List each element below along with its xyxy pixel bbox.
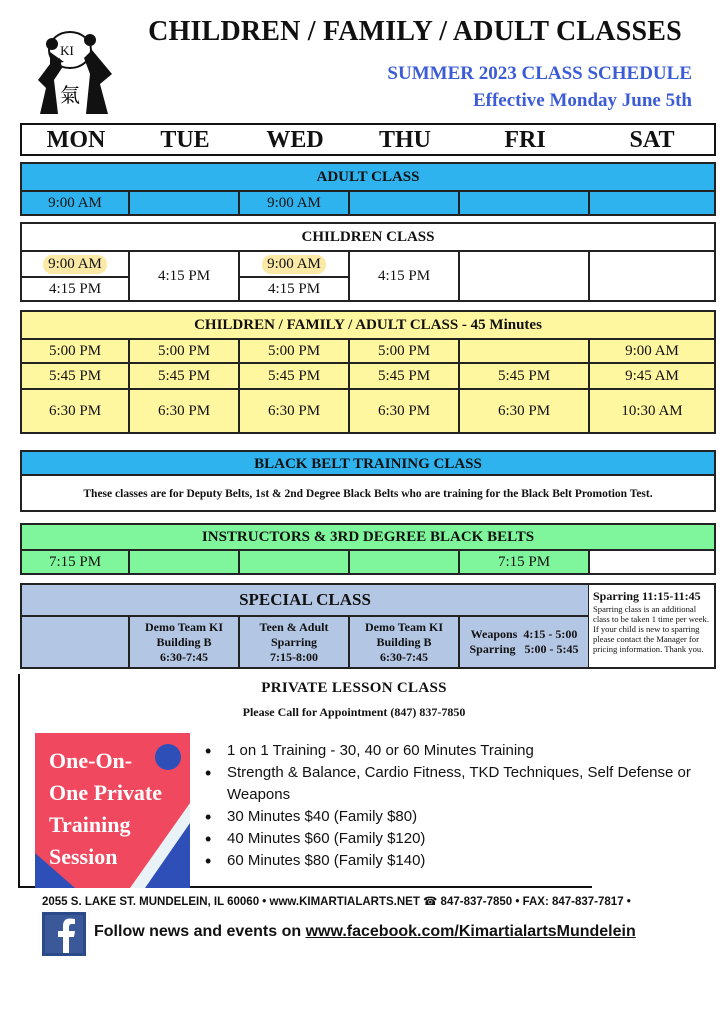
children-mon-am [22,250,130,276]
promo-line-3: Training [49,812,131,837]
children-wed-pm: 4:15 PM [240,276,350,300]
family-r2-mon: 5:45 PM [22,362,130,388]
instructors-tue [130,549,240,573]
private-call: Please Call for Appointment (847) 837-7850 [242,705,466,719]
adult-fri [460,190,590,214]
day-mon: MON [46,127,106,153]
special-mon [22,615,130,667]
special-thu [350,615,460,667]
family-r2-tue: 5:45 PM [130,362,240,388]
children-wed-am [240,250,350,276]
day-fri: FRI [504,127,546,153]
children-sat [590,250,714,300]
family-r2-fri: 5:45 PM [460,362,590,388]
adult-tue [130,190,240,214]
day-wed: WED [266,127,324,153]
special-wed-line1: Teen & Adult [259,619,329,634]
instructors-sat [590,549,714,573]
adult-wed: 9:00 AM [240,190,350,214]
ki-logo [20,22,116,118]
private-heading: PRIVATE LESSON CLASS [261,680,447,696]
effective-date: Effective Monday June 5th [472,90,692,111]
family-r3-wed: 6:30 PM [240,388,350,432]
adult-class-heading: ADULT CLASS [316,169,420,185]
children-thu: 4:15 PM [350,250,460,300]
day-tue: TUE [160,127,210,153]
bullet-item: • 30 Minutes $40 (Family $80) [205,806,695,828]
bullet-item: • 40 Minutes $60 (Family $120) [205,828,695,850]
days-header [20,123,716,156]
special-sat-title: Sparring 11:15-11:45 [593,589,701,603]
special-thu-line1: Demo Team KI [365,619,443,634]
instructors-wed [240,549,350,573]
family-r1-sat: 9:00 AM [590,338,714,362]
facebook-follow [94,923,636,941]
page-title: CHILDREN / FAMILY / ADULT CLASSES [148,16,682,47]
special-thu-line3: 6:30-7:45 [380,649,428,664]
private-training-promo [35,733,190,888]
family-r3-mon: 6:30 PM [22,388,130,432]
facebook-link[interactable]: www.facebook.com/KimartialartsMundelein [305,923,636,940]
bullet-item: • 1 on 1 Training - 30, 40 or 60 Minutes Training [205,740,695,762]
special-thu-line2: Building B [376,634,432,649]
adult-mon: 9:00 AM [22,190,130,214]
instructors-fri: 7:15 PM [460,549,590,573]
special-sat-note: Sparring class is an additional class to be taken 1 time per week. If your child is new to sparring please contact the Manager for pricing information. Thank you. [593,604,709,654]
special-tue-line3: 6:30-7:45 [160,649,208,664]
family-r1-wed: 5:00 PM [240,338,350,362]
day-sat: SAT [629,127,675,153]
schedule-subtitle: SUMMER 2023 CLASS SCHEDULE [387,63,692,84]
special-tue-line2: Building B [156,634,212,649]
family-r3-tue: 6:30 PM [130,388,240,432]
family-r2-sat: 9:45 AM [590,362,714,388]
special-tue [130,615,240,667]
family-class-heading: CHILDREN / FAMILY / ADULT CLASS - 45 Minutes [194,317,542,333]
private-bullets [205,740,695,872]
instructors-mon: 7:15 PM [22,549,130,573]
instructors-thu [350,549,460,573]
special-fri-line2: Sparring 5:00 - 5:45 [469,642,579,656]
family-class-section [20,310,716,434]
family-r3-fri: 6:30 PM [460,388,590,432]
logo-char: 氣 [60,83,80,107]
children-tue: 4:15 PM [130,250,240,300]
special-fri-line1: Weapons 4:15 - 5:00 [470,627,578,641]
adult-class-section [20,162,716,216]
blackbelt-section [20,450,716,512]
special-wed-line2: Sparring [270,634,317,649]
children-fri [460,250,590,300]
special-class-section [20,583,590,669]
children-class-heading: CHILDREN CLASS [301,229,435,245]
blackbelt-note: These classes are for Deputy Belts, 1st & 2nd Degree Black Belts who are training for the Black Belt Promotion Test. [83,488,653,500]
promo-line-4: Session [49,844,118,869]
children-mon-pm: 4:15 PM [22,276,130,300]
bullet-item: • Strength & Balance, Cardio Fitness, TKD Techniques, Self Defense or Weapons [205,762,695,806]
promo-line-1: One-On- [49,748,133,773]
family-r1-thu: 5:00 PM [350,338,460,362]
special-fri [460,615,588,667]
family-r1-tue: 5:00 PM [130,338,240,362]
children-mon-am-time: 9:00 AM [43,255,107,274]
facebook-icon[interactable] [42,912,86,956]
logo-text: KI [60,43,74,58]
facebook-prefix: Follow news and events on [94,923,306,940]
children-class-section [20,222,716,302]
blackbelt-heading: BLACK BELT TRAINING CLASS [22,452,714,476]
special-wed-line3: 7:15-8:00 [270,649,318,664]
special-wed [240,615,350,667]
family-r3-thu: 6:30 PM [350,388,460,432]
family-r2-wed: 5:45 PM [240,362,350,388]
family-r1-fri [460,338,590,362]
instructors-heading: INSTRUCTORS & 3RD DEGREE BLACK BELTS [201,529,535,545]
instructors-section [20,523,716,575]
family-r3-sat: 10:30 AM [590,388,714,432]
bullet-item: • 60 Minutes $80 (Family $140) [205,850,695,872]
promo-line-2: One Private [49,780,163,805]
footer-address: 2055 S. LAKE ST. MUNDELEIN, IL 60060 • www.KIMARTIALARTS.NET ☎ 847-837-7850 • FAX: 847-837-7817 • [42,896,631,908]
adult-thu [350,190,460,214]
special-sat-box [589,583,716,669]
adult-sat [590,190,714,214]
day-thu: THU [378,127,431,153]
special-class-heading: SPECIAL CLASS [239,590,371,609]
children-wed-am-time: 9:00 AM [262,255,326,274]
family-r1-mon: 5:00 PM [22,338,130,362]
special-tue-line1: Demo Team KI [145,619,223,634]
family-r2-thu: 5:45 PM [350,362,460,388]
